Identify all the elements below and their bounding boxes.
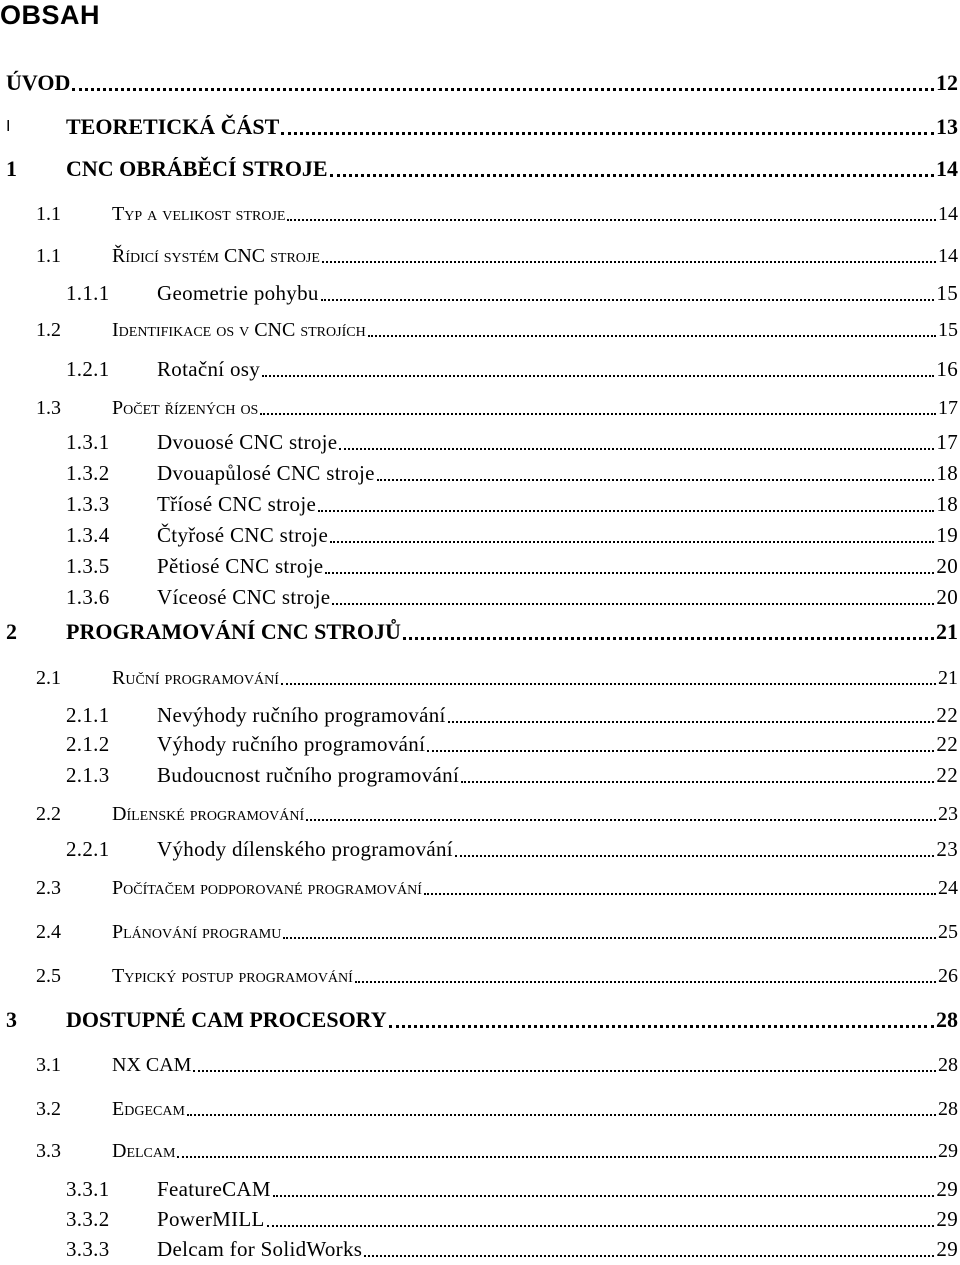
toc-entry[interactable] <box>0 870 958 900</box>
toc-entry-title: Pětiosé CNC stroje <box>157 554 324 578</box>
toc-entry-number: 1 <box>6 156 17 181</box>
toc-dot-leader <box>306 819 936 821</box>
toc-entry[interactable] <box>0 152 958 182</box>
toc-entry-title: Typický postup programování <box>112 965 353 987</box>
toc-entry[interactable] <box>0 958 958 988</box>
toc-entry-page: 28 <box>938 1098 958 1120</box>
toc-entry-page: 20 <box>936 554 958 578</box>
toc-entry-title: PROGRAMOVÁNÍ CNC STROJŮ <box>66 619 401 644</box>
toc-entry-number: 2 <box>6 619 17 644</box>
toc-entry-title: Počítačem podporované programování <box>112 877 422 899</box>
toc-entry-page: 14 <box>938 245 958 267</box>
toc-dot-leader <box>330 541 934 543</box>
toc-entry-title: PowerMILL <box>157 1207 265 1231</box>
toc-entry-number: 2.5 <box>36 965 61 987</box>
toc-entry[interactable] <box>0 758 958 788</box>
toc-dot-leader <box>403 637 934 640</box>
toc-entry-number: 2.1.2 <box>66 732 110 756</box>
toc-entry[interactable] <box>0 312 958 342</box>
toc-entry-title: Delcam for SolidWorks <box>157 1237 363 1261</box>
toc-entry-page: 19 <box>936 523 958 547</box>
toc-entry-page: 29 <box>936 1237 958 1261</box>
toc-entry-number: 2.4 <box>36 921 61 943</box>
toc-entry-title: Výhody dílenského programování <box>157 837 453 861</box>
toc-entry-page: 22 <box>936 763 958 787</box>
toc-dot-leader <box>281 683 936 685</box>
toc-entry[interactable] <box>0 549 958 579</box>
toc-entry-number: 1.2.1 <box>66 357 110 381</box>
toc-entry-title: Čtyřosé CNC stroje <box>157 523 329 547</box>
toc-dot-leader <box>339 448 934 450</box>
toc-entry-title: Výhody ručního programování <box>157 732 426 756</box>
toc-dot-leader <box>287 219 936 221</box>
toc-entry-title: FeatureCAM <box>157 1177 271 1201</box>
toc-entry-page: 28 <box>936 1007 958 1032</box>
toc-entry-title: Dvouapůlosé CNC stroje <box>157 461 375 485</box>
toc-entry-title: Tříosé CNC stroje <box>157 492 317 516</box>
toc-dot-leader <box>461 781 934 783</box>
toc-entry-title: Řídicí systém CNC stroje <box>112 245 320 267</box>
toc-dot-leader <box>322 261 936 263</box>
toc-entry-number: 3.3.3 <box>66 1237 110 1261</box>
toc-dot-leader <box>424 893 936 895</box>
toc-entry-page: 21 <box>938 667 958 689</box>
toc-entry-number: 2.2.1 <box>66 837 110 861</box>
toc-entry-page: 22 <box>936 703 958 727</box>
toc-entry[interactable] <box>0 1047 958 1077</box>
toc-entry-number: 1.3.5 <box>66 554 110 578</box>
toc-entry[interactable] <box>0 1172 958 1202</box>
toc-entry-number: 3 <box>6 1007 17 1032</box>
toc-entry-page: 17 <box>938 397 958 419</box>
toc-entry-title: Identifikace os v CNC strojích <box>112 319 366 341</box>
toc-entry-title: Geometrie pohybu <box>157 281 319 305</box>
toc-entry[interactable] <box>0 660 958 690</box>
toc-entry-page: 23 <box>938 803 958 825</box>
toc-entry[interactable] <box>0 487 958 517</box>
toc-entry[interactable] <box>0 66 958 96</box>
toc-entry-page: 14 <box>938 203 958 225</box>
toc-dot-leader <box>267 1225 935 1227</box>
toc-entry-page: 18 <box>936 492 958 516</box>
toc-dot-leader <box>368 335 936 337</box>
toc-entry-number: 1.3.6 <box>66 585 110 609</box>
toc-entry[interactable] <box>0 390 958 420</box>
toc-dot-leader <box>273 1195 935 1197</box>
toc-entry[interactable] <box>0 698 958 728</box>
toc-dot-leader <box>332 603 934 605</box>
toc-entry-number: 3.1 <box>36 1054 61 1076</box>
page-title: OBSAH <box>0 0 101 30</box>
toc-entry-title: Rotační osy <box>157 357 261 381</box>
toc-dot-leader <box>283 937 936 939</box>
toc-entry-number: 2.1.3 <box>66 763 110 787</box>
toc-dot-leader <box>427 750 934 752</box>
toc-entry-title: Víceosé CNC stroje <box>157 585 331 609</box>
toc-dot-leader <box>321 299 935 301</box>
toc-dot-leader <box>455 855 934 857</box>
toc-entry[interactable] <box>0 1133 958 1163</box>
toc-entry[interactable] <box>0 456 958 486</box>
toc-entry-title: TEORETICKÁ ČÁST <box>66 114 280 139</box>
toc-entry-title: Plánování programu <box>112 921 282 943</box>
toc-entry[interactable] <box>0 352 958 382</box>
toc-dot-leader <box>355 981 936 983</box>
toc-entry-number: 2.3 <box>36 877 61 899</box>
toc-entry-page: 29 <box>936 1177 958 1201</box>
toc-entry-number: 1.3 <box>36 397 61 419</box>
toc-entry[interactable] <box>0 276 958 306</box>
toc-entry-number: 2.2 <box>36 803 61 825</box>
toc-entry-page: 15 <box>938 319 958 341</box>
toc-entry-number: 1.1 <box>36 203 61 225</box>
toc-entry-title: Dvouosé CNC stroje <box>157 430 338 454</box>
toc-dot-leader <box>364 1255 934 1257</box>
toc-entry-title: Budoucnost ručního programování <box>157 763 460 787</box>
toc-entry-page: 29 <box>938 1140 958 1162</box>
toc-dot-leader <box>330 174 934 177</box>
toc-entry-number: 3.2 <box>36 1098 61 1120</box>
toc-entry-number: 1.1.1 <box>66 281 110 305</box>
toc-entry-title: Nevýhody ručního programování <box>157 703 446 727</box>
toc-entry-title: CNC OBRÁBĚCÍ STROJE <box>66 156 328 181</box>
toc-dot-leader <box>187 1114 936 1116</box>
toc-entry[interactable] <box>0 238 958 268</box>
toc-dot-leader <box>262 375 934 377</box>
toc-entry-page: 12 <box>936 70 958 95</box>
toc-entry-title: Delcam <box>112 1140 176 1162</box>
toc-entry-number: 2.1.1 <box>66 703 110 727</box>
toc-entry[interactable] <box>0 580 958 610</box>
toc-entry-number: 3.3.1 <box>66 1177 110 1201</box>
toc-entry-number: 3.3 <box>36 1140 61 1162</box>
toc-dot-leader <box>325 572 934 574</box>
toc-entry[interactable] <box>0 832 958 862</box>
toc-entry-page: 26 <box>938 965 958 987</box>
toc-dot-leader <box>389 1025 934 1028</box>
toc-dot-leader <box>377 479 935 481</box>
toc-entry[interactable] <box>0 914 958 944</box>
toc-entry-title: DOSTUPNÉ CAM PROCESORY <box>66 1007 387 1032</box>
toc-entry-number: 1.3.3 <box>66 492 110 516</box>
toc-entry[interactable] <box>0 727 958 757</box>
toc-entry-title: Typ a velikost stroje <box>112 203 286 225</box>
toc-entry[interactable] <box>0 1232 958 1262</box>
toc-entry-number: 1.3.1 <box>66 430 110 454</box>
toc-entry[interactable] <box>0 425 958 455</box>
toc-dot-leader <box>260 413 936 415</box>
toc-entry-page: 25 <box>938 921 958 943</box>
toc-dot-leader <box>193 1070 936 1072</box>
toc-dot-leader <box>448 721 935 723</box>
toc-entry-page: 28 <box>938 1054 958 1076</box>
toc-dot-leader <box>318 510 934 512</box>
toc-entry[interactable] <box>0 615 958 645</box>
toc-entry-page: 29 <box>936 1207 958 1231</box>
toc-entry-number: 1.3.4 <box>66 523 110 547</box>
toc-entry-page: 20 <box>936 585 958 609</box>
toc-entry-number: I <box>6 118 11 135</box>
toc-entry[interactable] <box>0 1003 958 1033</box>
toc-entry-number: 1.2 <box>36 319 61 341</box>
toc-entry-page: 18 <box>936 461 958 485</box>
toc-entry[interactable] <box>0 110 958 140</box>
toc-entry[interactable] <box>0 1202 958 1232</box>
toc-entry-page: 22 <box>936 732 958 756</box>
toc-dot-leader <box>72 88 934 91</box>
toc-entry-title: NX CAM <box>112 1054 192 1076</box>
toc-dot-leader <box>281 132 934 135</box>
toc-entry-title: Edgecam <box>112 1098 185 1120</box>
toc-entry[interactable] <box>0 796 958 826</box>
toc-entry-page: 24 <box>938 877 958 899</box>
toc-entry[interactable] <box>0 196 958 226</box>
toc-entry-number: 2.1 <box>36 667 61 689</box>
toc-entry-number: 1.1 <box>36 245 61 267</box>
toc-entry-page: 21 <box>936 619 958 644</box>
toc-entry-page: 17 <box>936 430 958 454</box>
toc-entry-page: 23 <box>936 837 958 861</box>
toc-entry-title: Ruční programování <box>112 667 279 689</box>
toc-entry[interactable] <box>0 518 958 548</box>
toc-entry-page: 15 <box>936 281 958 305</box>
toc-dot-leader <box>177 1156 936 1158</box>
toc-entry-title: Dílenské programování <box>112 803 305 825</box>
toc-entry-number: 1.3.2 <box>66 461 110 485</box>
toc-entry-page: 13 <box>936 114 958 139</box>
toc-entry-title: ÚVOD <box>6 70 71 95</box>
toc-entry[interactable] <box>0 1091 958 1121</box>
toc-entry-number: 3.3.2 <box>66 1207 110 1231</box>
toc-entry-page: 14 <box>936 156 958 181</box>
toc-entry-page: 16 <box>936 357 958 381</box>
toc-entry-title: Počet řízených os <box>112 397 259 419</box>
